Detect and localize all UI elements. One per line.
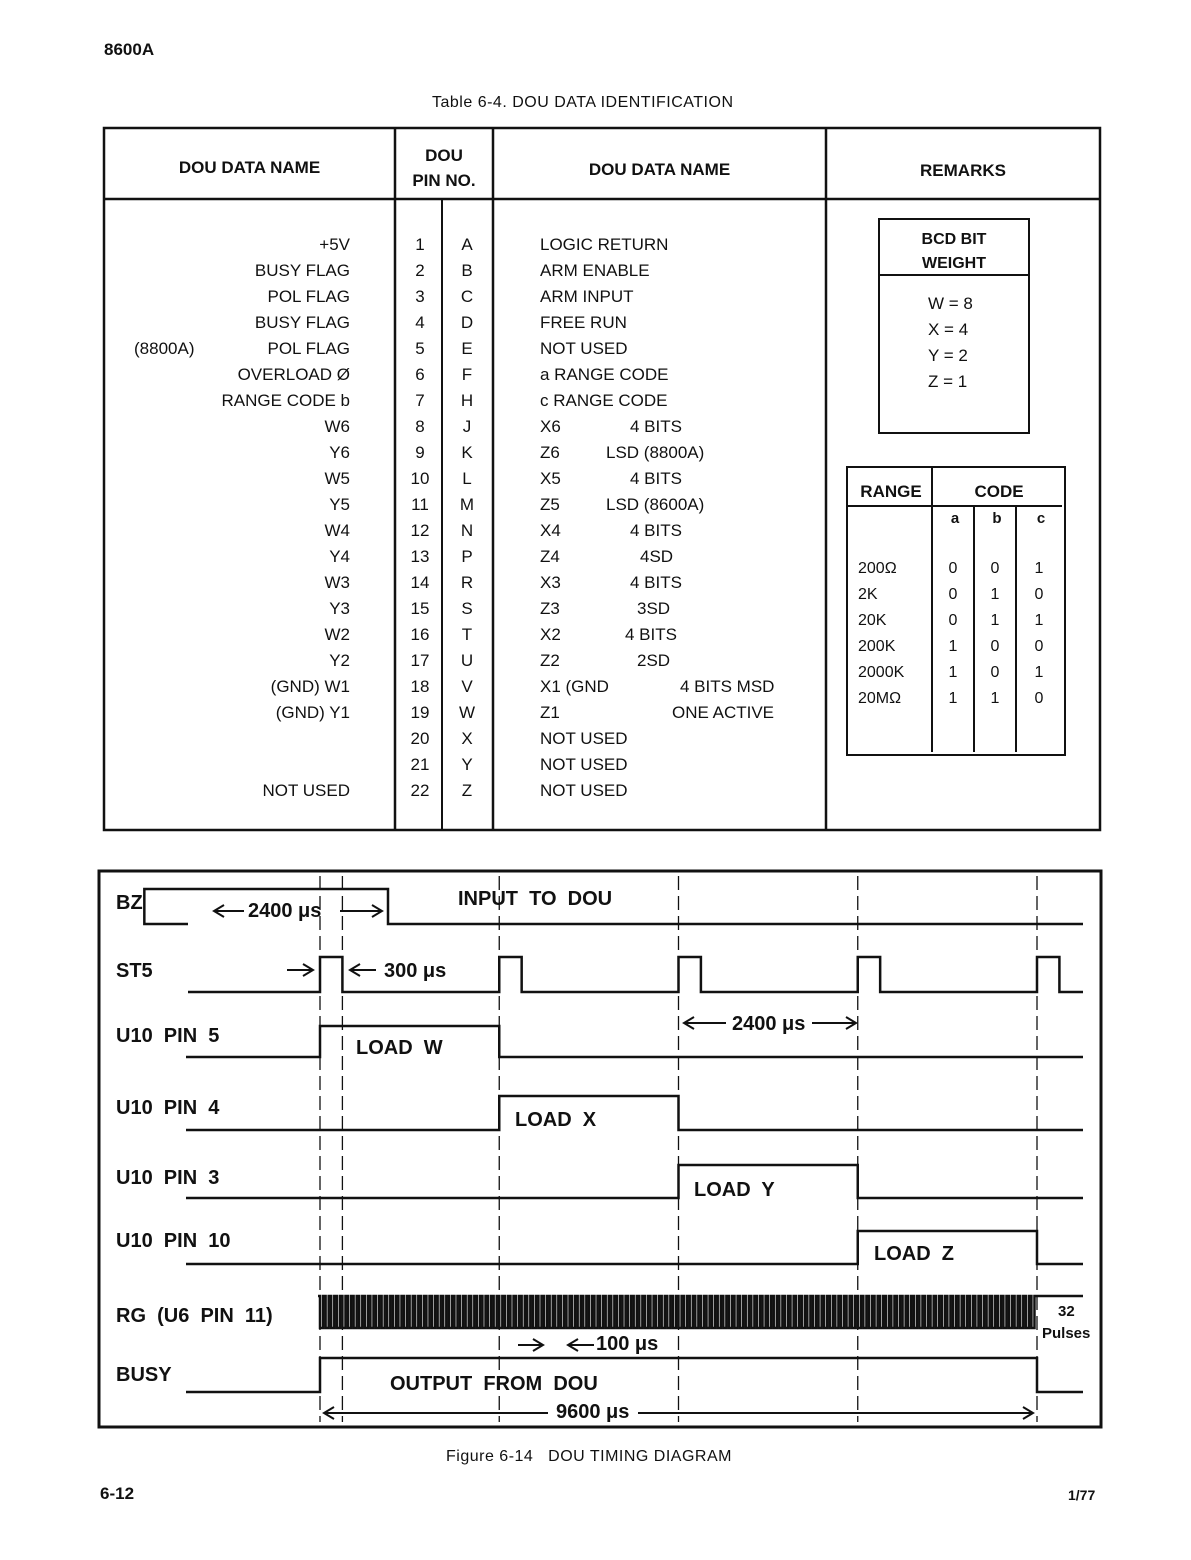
page-number: 6-12 bbox=[100, 1484, 135, 1503]
table-row-letter: E bbox=[461, 339, 473, 358]
table-row-letter: T bbox=[461, 625, 473, 644]
right-name-note: 4 BITS bbox=[630, 469, 682, 488]
code-subheader-a: a bbox=[950, 510, 960, 527]
range-value: 20MΩ bbox=[858, 690, 902, 707]
table-row-letter: P bbox=[461, 547, 473, 566]
right-name-text: a RANGE CODE bbox=[540, 365, 669, 384]
code-a-value: 1 bbox=[948, 664, 958, 681]
table-row-letter: D bbox=[460, 313, 474, 332]
right-name-note: 4 BITS bbox=[630, 521, 682, 540]
code-b-value: 1 bbox=[990, 690, 1000, 707]
table-row-pin: 16 bbox=[410, 625, 430, 644]
load-y-label: LOAD Y bbox=[694, 1179, 775, 1201]
table-row-pin: 11 bbox=[411, 495, 429, 514]
right-name-text: FREE RUN bbox=[540, 313, 627, 332]
header-right-data-name: DOU DATA NAME bbox=[588, 160, 731, 179]
right-name-text: ARM INPUT bbox=[540, 287, 634, 306]
header-pin-line1: DOU bbox=[425, 146, 463, 165]
range-value: 2000K bbox=[858, 664, 905, 681]
code-a-value: 0 bbox=[948, 586, 958, 603]
right-name-text: c RANGE CODE bbox=[540, 391, 668, 410]
code-b-value: 0 bbox=[990, 560, 1000, 577]
range-value: 200K bbox=[858, 638, 896, 655]
left-name-text: W3 bbox=[324, 573, 350, 592]
pulses-word-label: Pulses bbox=[1042, 1325, 1091, 1342]
right-name-text: Z3 bbox=[540, 599, 560, 618]
right-name-note: 4 BITS bbox=[630, 417, 682, 436]
table-row-pin: 1 bbox=[415, 235, 425, 254]
table-row-letter: W bbox=[458, 703, 476, 722]
code-a-value: 0 bbox=[948, 560, 958, 577]
code-c-value: 1 bbox=[1034, 560, 1044, 577]
st5-waveform bbox=[188, 957, 1083, 992]
left-name-text: Y3 bbox=[329, 599, 350, 618]
range-value: 2K bbox=[858, 586, 878, 603]
left-name-text: POL FLAG bbox=[267, 339, 350, 358]
table-row-pin: 21 bbox=[410, 755, 430, 774]
header-remarks: REMARKS bbox=[920, 161, 1006, 180]
right-name-note: 2SD bbox=[637, 651, 671, 670]
table-row-pin: 7 bbox=[415, 391, 425, 410]
right-name-note: 4 BITS bbox=[625, 625, 677, 644]
figure-caption: Figure 6-14 DOU TIMING DIAGRAM bbox=[446, 1448, 732, 1465]
input-to-dou-label: INPUT TO DOU bbox=[458, 888, 613, 910]
table-caption: Table 6-4. DOU DATA IDENTIFICATION bbox=[432, 94, 734, 111]
table-row-pin: 14 bbox=[410, 573, 430, 592]
table-row-letter: X bbox=[461, 729, 473, 748]
code-b-value: 0 bbox=[990, 638, 1000, 655]
bcd-weight: W = 8 bbox=[928, 294, 973, 313]
signal-label-u10-pin10: U10 PIN 10 bbox=[116, 1230, 231, 1252]
left-name-text: W5 bbox=[324, 469, 350, 488]
right-name-text: NOT USED bbox=[540, 781, 628, 800]
signal-label-u10-pin3: U10 PIN 3 bbox=[116, 1167, 220, 1189]
right-name-text: NOT USED bbox=[540, 755, 628, 774]
header-left-data-name: DOU DATA NAME bbox=[178, 158, 321, 177]
load-z-label: LOAD Z bbox=[874, 1243, 954, 1265]
table-row-letter: H bbox=[460, 391, 474, 410]
table-row-pin: 4 bbox=[415, 313, 425, 332]
table-row-pin: 20 bbox=[410, 729, 430, 748]
header-pin-line2: PIN NO. bbox=[412, 171, 476, 190]
bcd-weight: Z = 1 bbox=[928, 372, 968, 391]
left-name-text: POL FLAG bbox=[267, 287, 350, 306]
right-name-note: 4 BITS bbox=[630, 573, 682, 592]
signal-label-rg: RG (U6 PIN 11) bbox=[116, 1305, 273, 1327]
right-name-text: X4 bbox=[540, 521, 561, 540]
code-c-value: 0 bbox=[1034, 690, 1044, 707]
bcd-weight: X = 4 bbox=[928, 320, 969, 339]
right-name-note: 4 BITS MSD bbox=[680, 677, 775, 696]
right-name-text: X3 bbox=[540, 573, 561, 592]
pulse-count-label: 32 bbox=[1058, 1303, 1075, 1320]
code-c-value: 0 bbox=[1034, 586, 1044, 603]
table-row-pin: 19 bbox=[410, 703, 430, 722]
table-row-pin: 22 bbox=[410, 781, 430, 800]
left-name-text: W4 bbox=[324, 521, 350, 540]
bcd-title-line2: WEIGHT bbox=[922, 255, 986, 272]
busy-width-label: 9600 μs bbox=[553, 1401, 632, 1424]
table-row-letter: B bbox=[461, 261, 473, 280]
busy-waveform bbox=[186, 1358, 1083, 1392]
left-name-text: W6 bbox=[324, 417, 350, 436]
table-row-pin: 3 bbox=[415, 287, 425, 306]
table-row-pin: 12 bbox=[410, 521, 430, 540]
code-a-value: 1 bbox=[948, 638, 958, 655]
right-name-note: ONE ACTIVE bbox=[672, 703, 775, 722]
left-name-text: (GND) W1 bbox=[270, 677, 350, 696]
left-name-text: W2 bbox=[324, 625, 350, 644]
signal-label-bz: BZ bbox=[116, 892, 143, 914]
range-header: RANGE bbox=[860, 482, 922, 501]
code-b-value: 1 bbox=[990, 612, 1000, 629]
table-row-letter: C bbox=[460, 287, 474, 306]
output-from-dou-label: OUTPUT FROM DOU bbox=[390, 1373, 598, 1395]
left-name-text: Y2 bbox=[329, 651, 350, 670]
signal-label-busy: BUSY bbox=[116, 1364, 172, 1386]
table-row-letter: A bbox=[461, 235, 473, 254]
right-name-text: NOT USED bbox=[540, 729, 628, 748]
table-row-pin: 9 bbox=[415, 443, 425, 462]
left-name-text: OVERLOAD Ø bbox=[237, 365, 350, 384]
right-name-text: X5 bbox=[540, 469, 561, 488]
left-name-text: Y5 bbox=[329, 495, 350, 514]
code-c-value: 1 bbox=[1034, 664, 1044, 681]
code-header: CODE bbox=[974, 482, 1024, 501]
left-name-text: RANGE CODE b bbox=[221, 391, 350, 410]
right-name-note: LSD (8800A) bbox=[606, 443, 705, 462]
code-subheader-b: b bbox=[992, 510, 1002, 527]
left-name-text: Y4 bbox=[329, 547, 350, 566]
left-name-prefix: (8800A) bbox=[134, 339, 195, 358]
right-name-text: X1 (GND bbox=[540, 677, 609, 696]
right-name-note: 3SD bbox=[637, 599, 671, 618]
table-row-pin: 13 bbox=[410, 547, 430, 566]
left-name-text: BUSY FLAG bbox=[254, 313, 350, 332]
rg-period-label: 100 μs bbox=[596, 1333, 659, 1355]
table-row-letter: Y bbox=[461, 755, 473, 774]
code-b-value: 0 bbox=[990, 664, 1000, 681]
signal-label-u10-pin4: U10 PIN 4 bbox=[116, 1097, 220, 1119]
st5-period-label: 2400 μs bbox=[732, 1013, 806, 1035]
code-subheader-c: c bbox=[1036, 510, 1046, 527]
right-name-note: LSD (8600A) bbox=[606, 495, 705, 514]
right-name-text: Z1 bbox=[540, 703, 560, 722]
right-name-text: Z4 bbox=[540, 547, 560, 566]
rg-waveform bbox=[318, 1296, 1083, 1328]
table-row-letter: J bbox=[462, 417, 472, 436]
right-name-text: ARM ENABLE bbox=[540, 261, 650, 280]
table-row-letter: L bbox=[462, 469, 472, 488]
load-x-label: LOAD X bbox=[515, 1109, 597, 1131]
signal-label-u10-pin5: U10 PIN 5 bbox=[116, 1025, 220, 1047]
table-row-letter: Z bbox=[461, 781, 473, 800]
left-name-text: BUSY FLAG bbox=[254, 261, 350, 280]
table-row-pin: 6 bbox=[415, 365, 425, 384]
table-row-letter: M bbox=[459, 495, 475, 514]
code-c-value: 1 bbox=[1034, 612, 1044, 629]
right-name-text: NOT USED bbox=[540, 339, 628, 358]
table-row-letter: V bbox=[461, 677, 473, 696]
right-name-text: Z5 bbox=[540, 495, 560, 514]
range-value: 20K bbox=[858, 612, 887, 629]
left-name-text: (GND) Y1 bbox=[275, 703, 350, 722]
code-c-value: 0 bbox=[1034, 638, 1044, 655]
left-name-text: +5V bbox=[319, 235, 350, 254]
table-row-pin: 2 bbox=[415, 261, 425, 280]
u10-pin5-waveform bbox=[186, 1026, 1083, 1057]
left-name-text: Y6 bbox=[329, 443, 350, 462]
right-name-text: X6 bbox=[540, 417, 561, 436]
st5-width-label: 300 μs bbox=[384, 960, 447, 982]
table-row-pin: 8 bbox=[415, 417, 425, 436]
right-name-text: Z2 bbox=[540, 651, 560, 670]
table-row-pin: 18 bbox=[410, 677, 430, 696]
code-b-value: 1 bbox=[990, 586, 1000, 603]
right-name-text: LOGIC RETURN bbox=[540, 235, 669, 254]
code-a-value: 1 bbox=[948, 690, 958, 707]
left-name-text: NOT USED bbox=[262, 781, 350, 800]
table-row-letter: U bbox=[460, 651, 474, 670]
right-name-text: Z6 bbox=[540, 443, 560, 462]
table-row-letter: R bbox=[460, 573, 474, 592]
table-row-pin: 15 bbox=[410, 599, 430, 618]
table-row-pin: 5 bbox=[415, 339, 425, 358]
revision-date: 1/77 bbox=[1068, 1487, 1096, 1503]
bcd-weight: Y = 2 bbox=[928, 346, 968, 365]
bz-width-label: 2400 μs bbox=[248, 900, 322, 922]
table-row-letter: K bbox=[461, 443, 473, 462]
table-row-letter: F bbox=[461, 365, 473, 384]
table-row-letter: S bbox=[461, 599, 473, 618]
table-row-pin: 17 bbox=[410, 651, 430, 670]
bcd-title-line1: BCD BIT bbox=[921, 231, 987, 248]
table-row-letter: N bbox=[460, 521, 474, 540]
table-row-pin: 10 bbox=[410, 469, 430, 488]
model-number: 8600A bbox=[104, 40, 155, 59]
load-w-label: LOAD W bbox=[356, 1037, 443, 1059]
code-a-value: 0 bbox=[948, 612, 958, 629]
signal-label-st5: ST5 bbox=[116, 960, 153, 982]
range-value: 200Ω bbox=[858, 560, 897, 577]
right-name-note: 4SD bbox=[640, 547, 674, 566]
right-name-text: X2 bbox=[540, 625, 561, 644]
